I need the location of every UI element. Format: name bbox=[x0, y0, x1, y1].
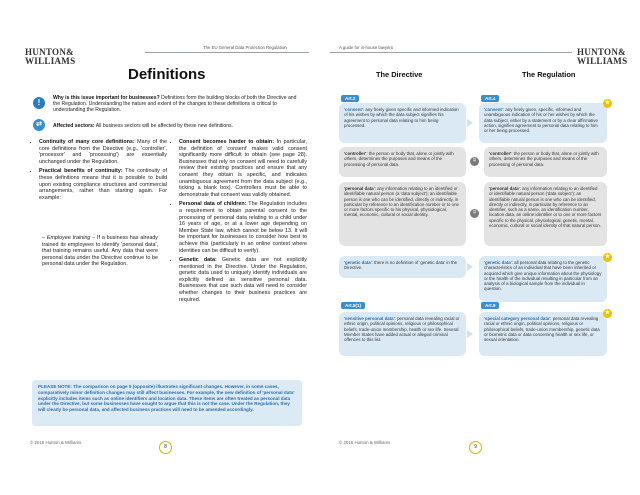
logo-line-1: HUNTON& bbox=[25, 47, 74, 57]
list-item-heading: Genetic data: bbox=[179, 257, 217, 264]
right-column-list bbox=[170, 139, 307, 306]
regulation-controller-box bbox=[484, 147, 607, 177]
term: 'consent' bbox=[344, 107, 363, 112]
term: 'special category personal data' bbox=[484, 316, 551, 321]
left-column-list bbox=[30, 139, 167, 204]
right-footer: © 2016 Hunton & Williams bbox=[339, 440, 391, 445]
term: 'genetic data' bbox=[344, 260, 372, 265]
directive-genetic-data-box bbox=[339, 256, 466, 278]
regulation-consent-box bbox=[479, 103, 607, 143]
term: 'genetic data' bbox=[484, 260, 512, 265]
list-item bbox=[179, 139, 307, 198]
list-item bbox=[179, 257, 307, 303]
arrow-right-icon bbox=[467, 263, 473, 271]
regulation-personal-data-box bbox=[484, 182, 607, 246]
term: 'controller' bbox=[344, 151, 367, 156]
logo-line-2: WILLIAMS bbox=[577, 56, 628, 66]
star-icon: ★ bbox=[604, 310, 611, 316]
sub-item-text: – If a business has already trained its employees to identify 'personal data', that training remains useful. Any data that were personal data under the Directive continue to be personal data under the Regulation. bbox=[42, 235, 159, 268]
definition: : any information relating to an identified or identifiable natural person (a 'data subject'); an identifiable person is one who can be identified, directly or indirectly, in particular by reference to an identification number or to one or more factors specific to his physical, physiological, mental, economic, cultural or social identity. bbox=[344, 186, 459, 218]
list-item bbox=[39, 168, 167, 201]
directive-article-tag: Art.8(1) bbox=[341, 302, 365, 309]
why-body: Definitions form the building blocks of both the Directive and the Regulation. Understanding the nature and extent of the changes to these definitions is critical to understanding the Regulation. bbox=[53, 95, 297, 114]
list-item-heading: Practical benefits of continuity: bbox=[39, 168, 123, 175]
page-number-9: 9 bbox=[469, 441, 482, 454]
hunton-williams-logo-right bbox=[577, 48, 627, 66]
equals-icon: = bbox=[470, 209, 479, 218]
definition: : personal data revealing racial or ethnic origin, political opinions, religious or philosophical beliefs, trade-union membership, health or sex life. Several Member States have added actual or alleged criminal offences to this list. bbox=[344, 316, 460, 343]
list-item-text: Many of the core definitions from the Directive (e.g., 'controller', 'processor' and 'processing') are essentially unchanged under the Regulation. bbox=[39, 139, 167, 165]
arrow-right-icon bbox=[467, 330, 473, 338]
list-item bbox=[39, 139, 167, 165]
left-header-text: The EU General Data Protection Regulation bbox=[203, 45, 287, 50]
header-rule-right bbox=[330, 52, 572, 53]
term: 'consent' bbox=[484, 107, 503, 112]
list-item-text: The Regulation includes a requirement to obtain parental consent to the processing of personal data relating to a child under 16 years of age, or at a lower age depending on Member State law, which cannot be below 13. It will be important for businesses to consider how best to achieve this (particularly in an online context where identities can be difficult to verify). bbox=[179, 201, 307, 254]
regulation-article-tag: Art.4 bbox=[481, 95, 499, 102]
list-item-heading: Consent becomes harder to obtain: bbox=[179, 139, 274, 145]
definition: : any freely given, specific, informed and unambiguous indication of his or her wishes by which the data subject, either by a statement or by a clear affirmative action, signifies agreement to personal data relating to him or her being processed. bbox=[484, 107, 598, 134]
directive-controller-box bbox=[339, 147, 466, 177]
sub-item-label: Employee training bbox=[46, 235, 91, 241]
definition: : any freely given specific and informed indication of his wishes by which the data subject signifies his agreement to personal data relating to him being processed. bbox=[344, 107, 459, 128]
arrow-right-icon bbox=[467, 119, 473, 127]
page-number-8: 8 bbox=[159, 441, 172, 454]
left-footer: © 2016 Hunton & Williams bbox=[30, 440, 82, 445]
affected-sectors-icon: ⇄ bbox=[33, 119, 45, 131]
regulation-special-category-box bbox=[479, 312, 607, 356]
hunton-williams-logo-left bbox=[25, 48, 75, 66]
please-note-box: PLEASE NOTE: The comparison on page 9 (opposite) illustrates significant changes. However, in some cases, comparatively minor definition changes may still affect businesses. For example, the new definition of 'personal data' explicitly includes items such as online identifiers and location data. These items are often treated as personal data under the Directive, but some businesses have sought to argue that this is not the case. Under the Regulation, they will clearly be personal data, and affected business practices will need to be amended accordingly. bbox=[32, 380, 302, 426]
directive-personal-data-box bbox=[339, 182, 466, 246]
right-header-text: A guide for in-house lawyers bbox=[339, 45, 393, 50]
star-icon: ★ bbox=[604, 100, 611, 106]
employee-training-item: – Employee training – If a business has already trained its employees to identify 'personal data', that training remains useful. Any data that were personal data under the Directive continue to be personal data under the Regulation. bbox=[42, 235, 159, 268]
directive-consent-box bbox=[339, 103, 466, 143]
affected-heading: Affected sectors: bbox=[53, 123, 95, 129]
list-item-heading: Personal data of children: bbox=[179, 201, 247, 208]
list-item bbox=[179, 201, 307, 254]
directive-sensitive-data-box bbox=[339, 312, 466, 356]
star-icon: ★ bbox=[604, 254, 611, 260]
term: 'personal data' bbox=[489, 186, 520, 191]
affected-body: All business sectors will be affected by these new definitions. bbox=[94, 123, 233, 129]
logo-line-1: HUNTON& bbox=[577, 47, 626, 57]
definition: : personal data revealing racial or ethnic origin, political opinions, religious or philosophical beliefs, trade-union membership, genetic data or biometric data or data concerning health or sex life, or sexual orientation. bbox=[484, 316, 600, 343]
list-item-text: The continuity of these definitions means that it is possible to build upon existing compliance structures and commercial arrangements, rather than starting again. For example: bbox=[39, 168, 167, 201]
term: 'personal data' bbox=[344, 186, 375, 191]
list-item-heading: Continuity of many core definitions: bbox=[39, 139, 135, 145]
list-item-text: Genetic data are not explicitly mentioned in the Directive. Under the Regulation, genetic data used to uniquely identify individuals are explicitly defined as sensitive personal data. Businesses that use such data will need to consider whether changes to their business practices are required. bbox=[179, 257, 307, 303]
definition: : the person or body that, alone or jointly with others, determines the purposes and means of the processing of personal data. bbox=[489, 151, 599, 167]
regulation-article-tag: Art.9 bbox=[481, 302, 499, 309]
directive-article-tag: Art.2 bbox=[341, 95, 359, 102]
regulation-genetic-data-box bbox=[479, 256, 607, 302]
list-item-text: In particular, the definition of 'consent' makes valid consent significantly more difficult to obtain (see page 28). Businesses that rely on consent will need to carefully review their existing practices and ensure that any consent they obtain is specific, and indicates unambiguous agreement from the data subject (e.g., ticking a blank box). Controllers must be able to demonstrate that consent was validly obtained. bbox=[179, 139, 307, 198]
regulation-heading: The Regulation bbox=[522, 70, 576, 79]
term: 'controller' bbox=[489, 151, 512, 156]
affected-sectors-text bbox=[53, 123, 299, 129]
equals-icon: = bbox=[470, 157, 479, 166]
logo-line-2: WILLIAMS bbox=[25, 56, 76, 66]
definition: : the person or body that, alone or jointly with others, determines the purposes and means of the processing of personal data. bbox=[344, 151, 454, 167]
term: 'sensitive personal data' bbox=[344, 316, 395, 321]
page-title: Definitions bbox=[128, 66, 206, 83]
directive-heading: The Directive bbox=[376, 70, 423, 79]
definition: : any information relating to an identified or identifiable natural person ('data subject'); an identifiable natural person is one who can be identified, directly or indirectly, in particular by reference to an identifier, such as a name, an identification number, location data, an online identifier or to one or more factors specific to the physical, physiological, genetic, mental, economic, cultural or social identity of that natural person. bbox=[489, 186, 602, 229]
definition: : all personal data relating to the genetic characteristics of an individual that have been inherited or acquired which give unique information about the physiology or the health of the individual resulting in particular from an analysis of a biological sample from the individual in question. bbox=[484, 260, 602, 292]
header-rule-left bbox=[145, 52, 309, 53]
why-important-text bbox=[53, 95, 299, 114]
exclamation-icon: ! bbox=[33, 97, 45, 109]
why-heading: Why is this issue important for businesses? bbox=[53, 95, 160, 101]
definition: : there is no definition of 'genetic data' in the Directive. bbox=[344, 260, 458, 271]
